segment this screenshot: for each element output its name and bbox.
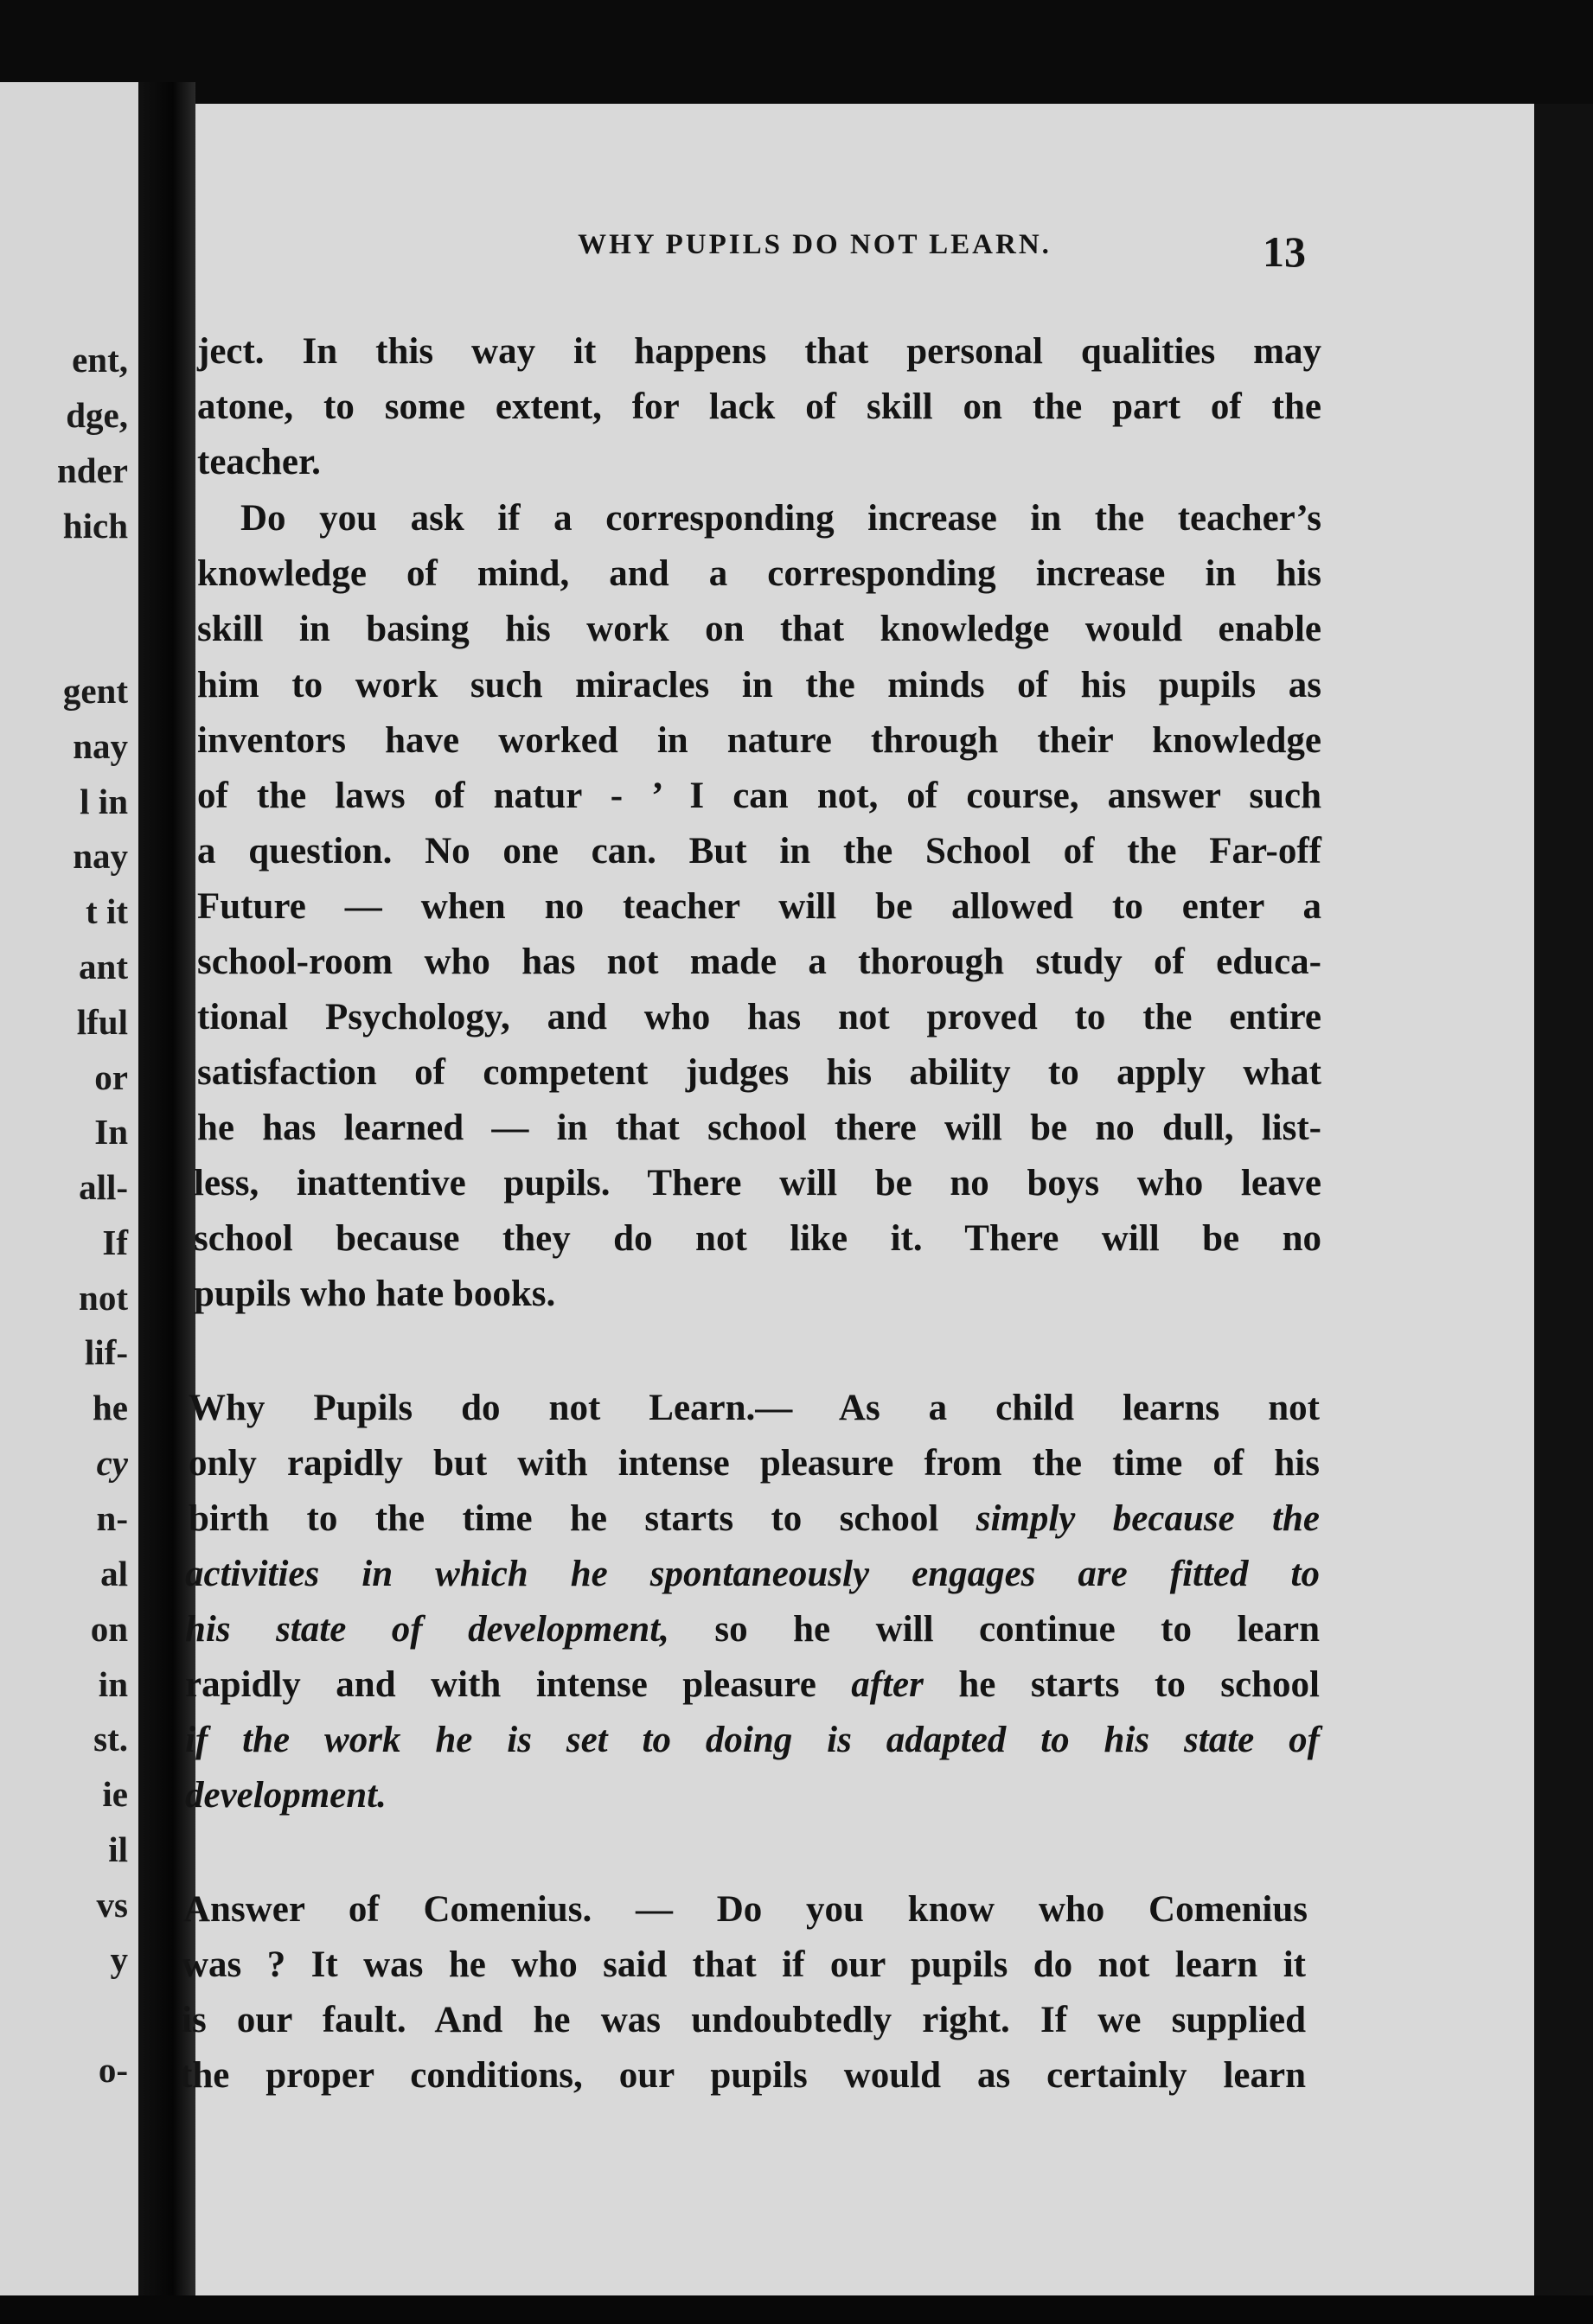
running-header: WHY PUPILS DO NOT LEARN. — [578, 229, 1052, 260]
page-edge-right — [1534, 104, 1593, 2295]
emphasis-line: if the work he is set to doing is adapted to his state of — [185, 1720, 1320, 1760]
left-page-text-fragment: dge, — [66, 395, 128, 435]
left-page-text-fragment: he — [93, 1388, 128, 1427]
left-page-text-fragment: o- — [98, 2050, 128, 2090]
left-page-text-fragment: in — [98, 1664, 128, 1704]
text-line: him to work such miracles in the minds of his pupils as — [197, 665, 1321, 706]
text-line: skill in basing his work on that knowledge would enable — [197, 609, 1321, 649]
left-page-text-fragment: on — [90, 1609, 128, 1649]
left-page-text-fragment: lif- — [84, 1332, 128, 1372]
text-line: pupils who hate books. — [194, 1274, 556, 1314]
text-line: Do you ask if a corresponding increase in the teacher’s — [240, 498, 1321, 539]
text-line — [185, 1663, 1320, 1706]
text-line: less, inattentive pupils. There will be no boys who leave — [194, 1163, 1321, 1204]
left-page-text-fragment: all- — [79, 1167, 128, 1207]
text-line: school because they do not like it. There will be no — [194, 1218, 1321, 1259]
left-page-text-fragment: l in — [80, 782, 128, 821]
left-page-text-fragment: ie — [102, 1774, 128, 1814]
left-page-text-fragment: In — [94, 1112, 128, 1152]
text-line: knowledge of mind, and a corresponding increase in his — [197, 553, 1321, 594]
left-page-text-fragment: lful — [76, 1002, 128, 1042]
text-line: school-room who has not made a thorough study of educa- — [197, 942, 1321, 982]
left-page-text-fragment: or — [94, 1057, 128, 1097]
text-line: the proper conditions, our pupils would as certainly learn — [180, 2055, 1306, 2096]
page-edge-bottom — [0, 2295, 1593, 2324]
emphasis-line: development. — [185, 1775, 387, 1816]
text-line: a question. No one can. But in the School of the Far-off — [197, 831, 1321, 872]
text-line: inventors have worked in nature through their knowledge — [197, 720, 1321, 761]
text-span: rapidly and with intense pleasure — [185, 1664, 852, 1705]
text-line: only rapidly but with intense pleasure from the time of his — [189, 1443, 1320, 1484]
left-page-text-fragment: vs — [96, 1885, 128, 1925]
section-heading: Answer of Comenius. — [183, 1889, 592, 1930]
text-line: Future — when no teacher will be allowed to enter a — [197, 886, 1321, 927]
emphasis-span: simply because the — [976, 1498, 1321, 1539]
left-page-text-fragment: nder — [57, 450, 128, 490]
left-page-text-fragment: nay — [73, 726, 128, 766]
left-page-text-fragment: al — [100, 1554, 128, 1593]
text-span: he starts to school — [923, 1664, 1320, 1705]
left-page-text-fragment: y — [110, 1939, 128, 1979]
left-page-text-fragment: st. — [93, 1719, 128, 1759]
text-line: was ? It was he who said that if our pupils do not learn it — [182, 1944, 1306, 1985]
section-line — [183, 1888, 1308, 1931]
left-page-text-fragment: ent, — [72, 340, 128, 380]
emphasis-span: his state of development, — [185, 1609, 669, 1650]
left-page-text-fragment: hich — [62, 506, 128, 546]
left-page-text-fragment: t it — [86, 891, 128, 931]
left-page-text-fragment: not — [79, 1278, 128, 1318]
emphasis-line: activities in which he spontaneously engages are fitted to — [185, 1554, 1320, 1594]
text-line: is our fault. And he was undoubtedly right. If we supplied — [182, 2000, 1306, 2040]
text-line: of the laws of natur - ’ I can not, of course, answer such — [197, 776, 1321, 816]
left-page-text-fragment: gent — [62, 671, 128, 711]
page-number: 13 — [1263, 227, 1306, 276]
text-span: birth to the time he starts to school — [189, 1498, 976, 1539]
text-line: teacher. — [197, 442, 321, 482]
text-line: he has learned — in that school there will be no dull, list- — [197, 1108, 1321, 1148]
left-page-margin — [0, 82, 138, 2295]
text-line: atone, to some extent, for lack of skill on the part of the — [197, 386, 1321, 427]
left-page-text-fragment: If — [102, 1223, 128, 1262]
section-heading: Why Pupils do not Learn. — [189, 1388, 756, 1428]
left-page-text-fragment: il — [108, 1829, 128, 1869]
left-page-text-fragment: cy — [96, 1443, 128, 1483]
emphasis-span: after — [851, 1664, 924, 1705]
text-span: — As a child learns not — [755, 1388, 1320, 1428]
section-line — [189, 1387, 1320, 1429]
text-line: ject. In this way it happens that personal qualities may — [197, 331, 1321, 372]
left-page-text-fragment: nay — [73, 836, 128, 876]
text-line — [189, 1497, 1320, 1540]
text-span: so he will continue to learn — [669, 1609, 1320, 1650]
text-line — [185, 1608, 1320, 1650]
text-line: satisfaction of competent judges his ability to apply what — [197, 1052, 1321, 1093]
text-line: tional Psychology, and who has not proved to the entire — [197, 997, 1321, 1038]
left-page-text-fragment: ant — [79, 947, 128, 986]
text-span: — Do you know who Comenius — [592, 1889, 1308, 1930]
left-page-text-fragment: n- — [96, 1498, 128, 1538]
